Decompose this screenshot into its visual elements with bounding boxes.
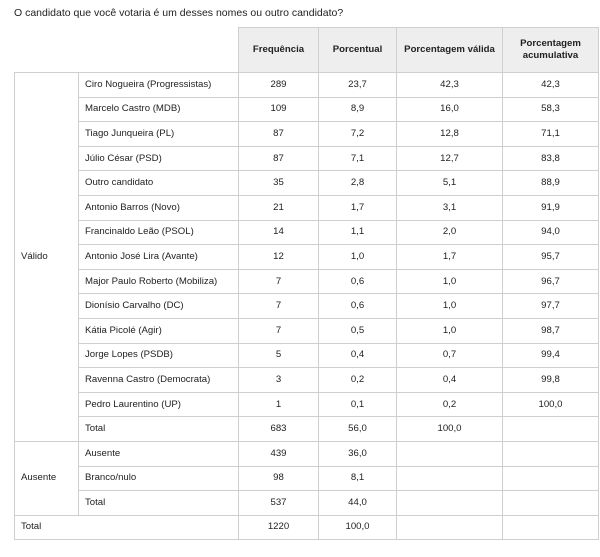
row-label: Tiago Junqueira (PL) <box>79 122 239 147</box>
cell-porcentagem-acumulativa: 58,3 <box>503 97 599 122</box>
table-row <box>15 97 599 122</box>
cell-porcentagem-valida <box>397 441 503 466</box>
table-row <box>15 343 599 368</box>
row-label: Total <box>79 417 239 442</box>
cell-frequencia: 537 <box>239 491 319 516</box>
cell-porcentagem-valida: 0,4 <box>397 368 503 393</box>
cell-frequencia: 1220 <box>239 515 319 540</box>
cell-porcentagem-valida: 0,7 <box>397 343 503 368</box>
cell-frequencia: 1 <box>239 392 319 417</box>
cell-frequencia: 7 <box>239 294 319 319</box>
cell-porcentagem-valida: 1,7 <box>397 245 503 270</box>
grand-total-row <box>15 515 599 540</box>
row-label: Júlio César (PSD) <box>79 146 239 171</box>
cell-porcentual: 0,6 <box>319 269 397 294</box>
cell-porcentual: 56,0 <box>319 417 397 442</box>
cell-porcentagem-acumulativa: 91,9 <box>503 195 599 220</box>
row-label: Total <box>79 491 239 516</box>
cell-porcentagem-valida: 12,8 <box>397 122 503 147</box>
cell-porcentual: 36,0 <box>319 441 397 466</box>
cell-porcentual: 1,1 <box>319 220 397 245</box>
cell-porcentagem-acumulativa: 71,1 <box>503 122 599 147</box>
cell-frequencia: 7 <box>239 269 319 294</box>
row-label: Outro candidato <box>79 171 239 196</box>
table-row <box>15 294 599 319</box>
cell-frequencia: 12 <box>239 245 319 270</box>
cell-porcentagem-valida: 0,2 <box>397 392 503 417</box>
cell-frequencia: 35 <box>239 171 319 196</box>
cell-porcentagem-valida: 16,0 <box>397 97 503 122</box>
cell-porcentagem-valida: 5,1 <box>397 171 503 196</box>
cell-porcentagem-acumulativa: 95,7 <box>503 245 599 270</box>
row-label: Dionísio Carvalho (DC) <box>79 294 239 319</box>
cell-porcentual: 0,4 <box>319 343 397 368</box>
cell-frequencia: 439 <box>239 441 319 466</box>
cell-porcentagem-acumulativa: 96,7 <box>503 269 599 294</box>
cell-porcentual: 44,0 <box>319 491 397 516</box>
row-label: Antonio Barros (Novo) <box>79 195 239 220</box>
cell-porcentagem-valida <box>397 515 503 540</box>
row-label: Marcelo Castro (MDB) <box>79 97 239 122</box>
header-porcentagem-acumulativa: Porcentagem acumulativa <box>503 28 599 73</box>
cell-frequencia: 109 <box>239 97 319 122</box>
cell-porcentagem-acumulativa: 100,0 <box>503 392 599 417</box>
cell-porcentagem-acumulativa: 98,7 <box>503 318 599 343</box>
cell-porcentagem-valida: 12,7 <box>397 146 503 171</box>
table-row <box>15 73 599 98</box>
table-row <box>15 491 599 516</box>
cell-porcentagem-acumulativa: 97,7 <box>503 294 599 319</box>
row-label: Branco/nulo <box>79 466 239 491</box>
cell-porcentagem-valida: 42,3 <box>397 73 503 98</box>
cell-porcentagem-valida: 1,0 <box>397 294 503 319</box>
table-row <box>15 466 599 491</box>
cell-porcentagem-acumulativa <box>503 441 599 466</box>
frequency-table <box>14 27 599 540</box>
table-row <box>15 171 599 196</box>
row-label: Antonio José Lira (Avante) <box>79 245 239 270</box>
table-row <box>15 417 599 442</box>
cell-porcentual: 8,1 <box>319 466 397 491</box>
cell-frequencia: 87 <box>239 146 319 171</box>
row-label: Ausente <box>79 441 239 466</box>
row-label: Ciro Nogueira (Progressistas) <box>79 73 239 98</box>
cell-porcentual: 1,7 <box>319 195 397 220</box>
table-row <box>15 441 599 466</box>
table-caption: O candidato que você votaria é um desses nomes ou outro candidato? <box>14 7 344 19</box>
cell-porcentual: 1,0 <box>319 245 397 270</box>
table-row <box>15 368 599 393</box>
table-row <box>15 146 599 171</box>
table-row <box>15 195 599 220</box>
cell-frequencia: 14 <box>239 220 319 245</box>
table-body <box>15 73 599 540</box>
cell-frequencia: 289 <box>239 73 319 98</box>
cell-porcentagem-acumulativa: 83,8 <box>503 146 599 171</box>
table-row <box>15 220 599 245</box>
cell-porcentual: 0,2 <box>319 368 397 393</box>
cell-porcentagem-acumulativa <box>503 466 599 491</box>
cell-frequencia: 683 <box>239 417 319 442</box>
cell-porcentual: 8,9 <box>319 97 397 122</box>
table-row <box>15 318 599 343</box>
cell-porcentagem-acumulativa <box>503 515 599 540</box>
header-blank-group <box>15 28 79 73</box>
cell-porcentual: 0,5 <box>319 318 397 343</box>
group-ausente: Ausente <box>15 441 79 515</box>
header-row <box>15 28 599 73</box>
cell-porcentagem-acumulativa: 42,3 <box>503 73 599 98</box>
cell-porcentual: 100,0 <box>319 515 397 540</box>
cell-frequencia: 21 <box>239 195 319 220</box>
cell-porcentagem-acumulativa: 99,4 <box>503 343 599 368</box>
cell-porcentagem-acumulativa <box>503 417 599 442</box>
header-porcentual: Porcentual <box>319 28 397 73</box>
table-row <box>15 269 599 294</box>
table-row <box>15 392 599 417</box>
cell-frequencia: 3 <box>239 368 319 393</box>
group-valido: Válido <box>15 73 79 442</box>
row-label: Francinaldo Leão (PSOL) <box>79 220 239 245</box>
cell-porcentagem-acumulativa: 88,9 <box>503 171 599 196</box>
table-row <box>15 245 599 270</box>
cell-frequencia: 87 <box>239 122 319 147</box>
cell-porcentual: 2,8 <box>319 171 397 196</box>
cell-porcentagem-valida <box>397 491 503 516</box>
row-label: Jorge Lopes (PSDB) <box>79 343 239 368</box>
cell-porcentagem-valida <box>397 466 503 491</box>
table-row <box>15 122 599 147</box>
cell-porcentual: 7,2 <box>319 122 397 147</box>
cell-porcentagem-valida: 100,0 <box>397 417 503 442</box>
row-label: Pedro Laurentino (UP) <box>79 392 239 417</box>
row-label: Kátia Picolé (Agir) <box>79 318 239 343</box>
cell-frequencia: 5 <box>239 343 319 368</box>
grand-total-label: Total <box>15 515 239 540</box>
cell-porcentagem-valida: 1,0 <box>397 269 503 294</box>
cell-porcentual: 23,7 <box>319 73 397 98</box>
cell-porcentual: 7,1 <box>319 146 397 171</box>
header-frequencia: Frequência <box>239 28 319 73</box>
cell-porcentagem-valida: 3,1 <box>397 195 503 220</box>
cell-porcentagem-acumulativa: 94,0 <box>503 220 599 245</box>
header-porcentagem-valida: Porcentagem válida <box>397 28 503 73</box>
cell-porcentagem-valida: 2,0 <box>397 220 503 245</box>
cell-frequencia: 98 <box>239 466 319 491</box>
cell-frequencia: 7 <box>239 318 319 343</box>
cell-porcentagem-acumulativa <box>503 491 599 516</box>
cell-porcentagem-valida: 1,0 <box>397 318 503 343</box>
cell-porcentual: 0,6 <box>319 294 397 319</box>
cell-porcentagem-acumulativa: 99,8 <box>503 368 599 393</box>
cell-porcentual: 0,1 <box>319 392 397 417</box>
row-label: Ravenna Castro (Democrata) <box>79 368 239 393</box>
header-blank-label <box>79 28 239 73</box>
row-label: Major Paulo Roberto (Mobiliza) <box>79 269 239 294</box>
